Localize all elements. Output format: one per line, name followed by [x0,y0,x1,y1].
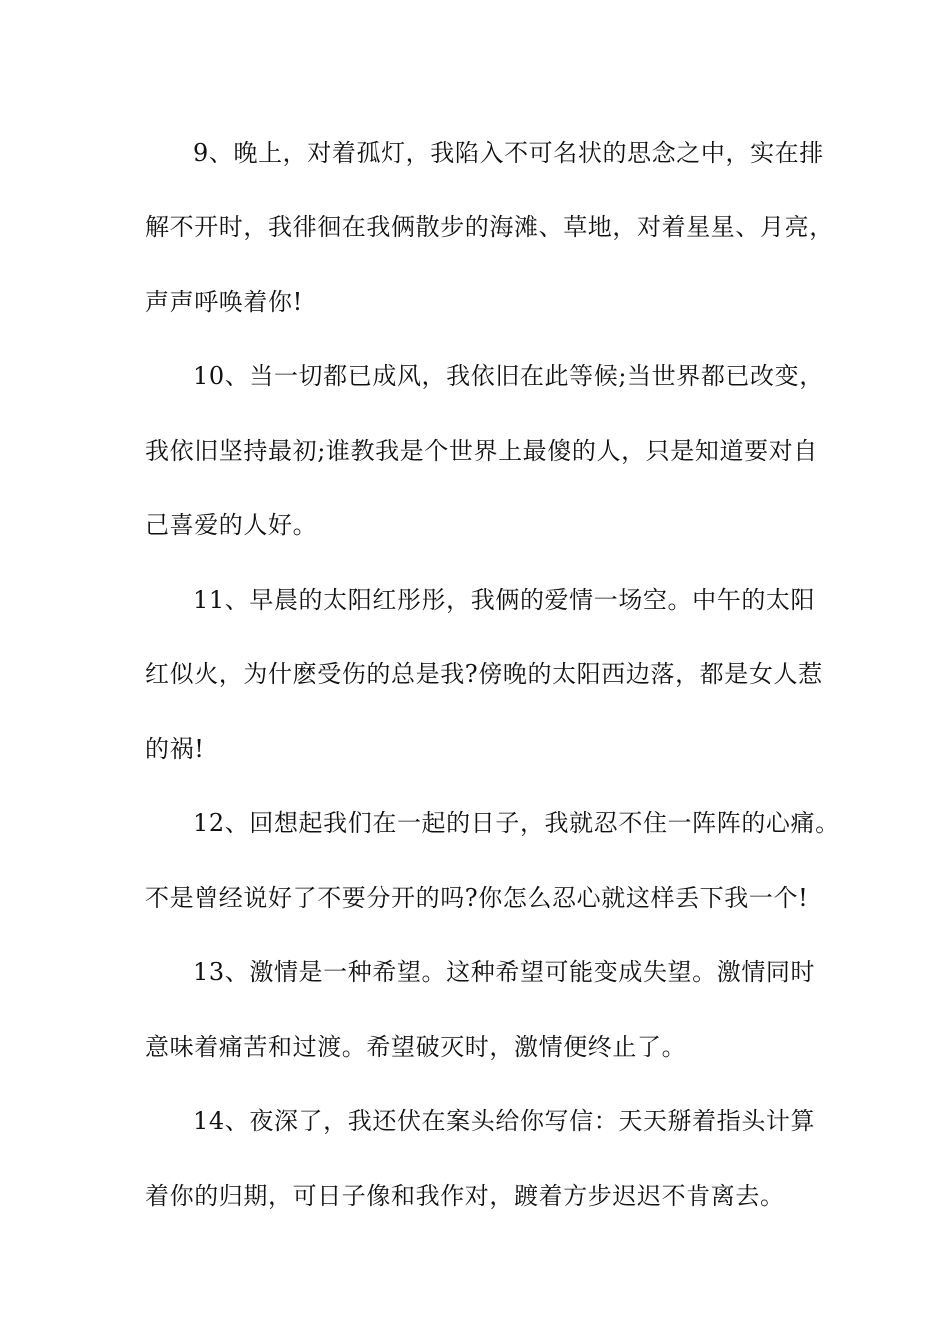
paragraph-10-line-3: 己喜爱的人好。 [145,511,318,539]
paragraph-12-line-1: 12、回想起我们在一起的日子，我就忍不住一阵阵的心痛。 [193,809,840,837]
paragraph-11-line-3: 的祸! [145,735,205,763]
paragraph-14-line-2: 着你的归期，可日子像和我作对，踱着方步迟迟不肯离去。 [145,1182,785,1210]
paragraph-9-line-3: 声声呼唤着你! [145,288,303,316]
paragraph-11-line-2: 红似火，为什麽受伤的总是我?傍晚的太阳西边落，都是女人惹 [145,660,823,688]
paragraph-9-line-2: 解不开时，我徘徊在我俩散步的海滩、草地，对着星星、月亮， [145,213,834,241]
paragraph-13-line-2: 意味着痛苦和过渡。希望破灭时，激情便终止了。 [145,1033,687,1061]
paragraph-12-line-2: 不是曾经说好了不要分开的吗?你怎么忍心就这样丢下我一个! [145,884,809,912]
paragraph-10-line-2: 我依旧坚持最初;谁教我是个世界上最傻的人，只是知道要对自 [145,437,818,465]
paragraph-9-line-1: 9、晚上，对着孤灯，我陷入不可名状的思念之中，实在排 [193,139,824,167]
paragraph-13-line-1: 13、激情是一种希望。这种希望可能变成失望。激情同时 [193,958,816,986]
paragraph-10-line-1: 10、当一切都已成风，我依旧在此等候;当世界都已改变， [193,362,824,390]
paragraph-11-line-1: 11、早晨的太阳红彤彤，我俩的爱情一场空。中午的太阳 [193,586,816,614]
paragraph-14-line-1: 14、夜深了，我还伏在案头给你写信：天天掰着指头计算 [193,1107,816,1135]
